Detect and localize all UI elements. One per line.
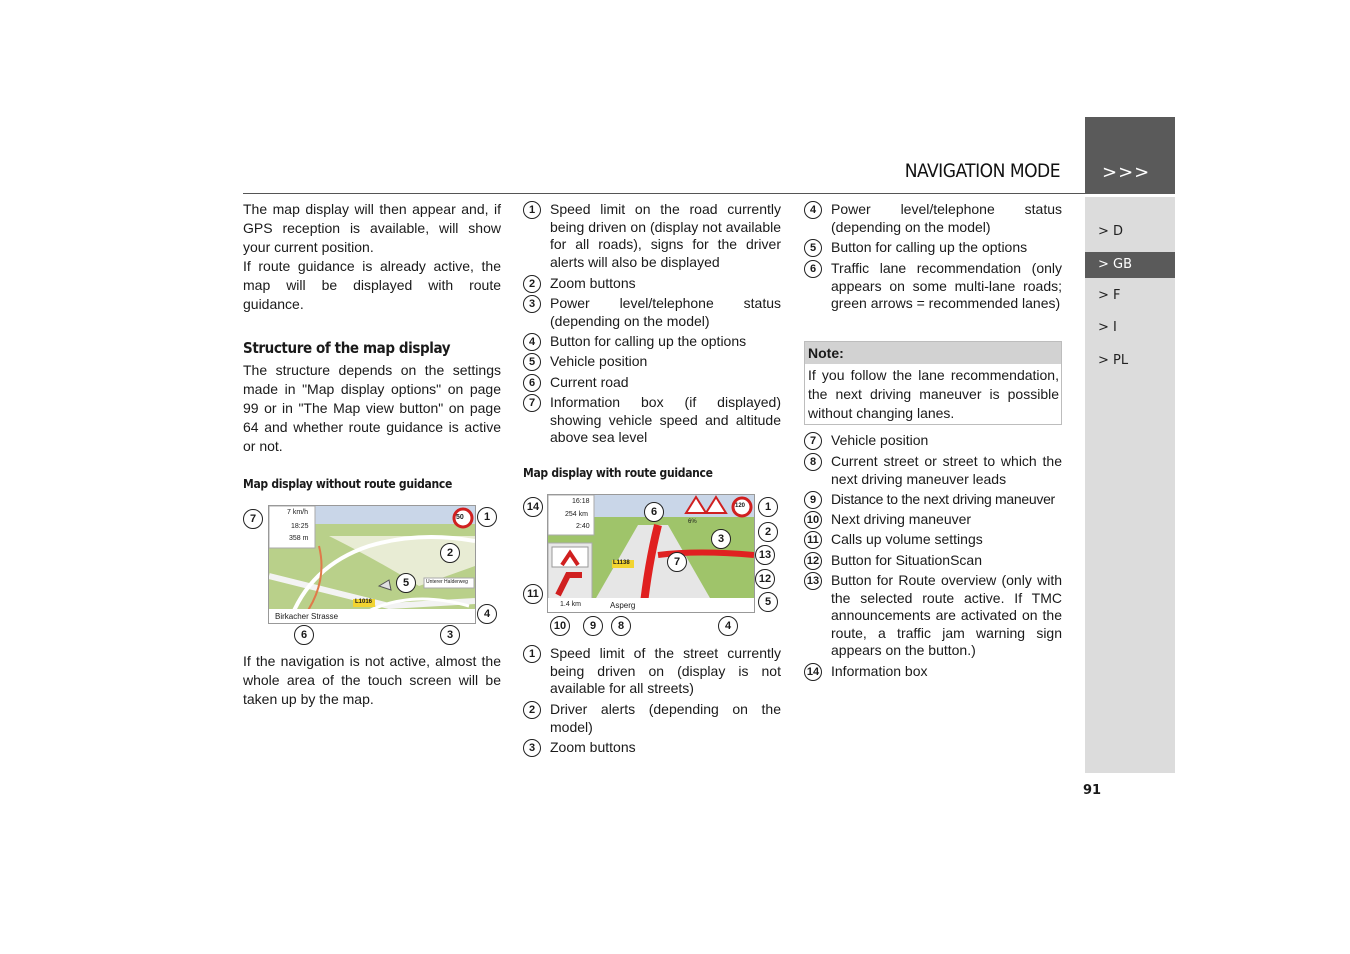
callout-3: 3 bbox=[711, 529, 731, 549]
legend-text: Button for Route overview (only with the selected route active. If TMC announcements are activated on the route, a traffic jam warning sign appears on the button.) bbox=[831, 572, 1062, 658]
legend-text: Speed limit of the street currently being driven on (display is not available for all streets) bbox=[550, 645, 781, 696]
intro-text bbox=[243, 200, 501, 314]
intro-paragraph-2: If route guidance is already active, the map will be displayed with route guidance. bbox=[243, 258, 501, 312]
legend-text: Zoom buttons bbox=[550, 275, 636, 291]
legend-text: Traffic lane recommendation (only appears on some multi-lane roads; green arrows = recommended lanes) bbox=[831, 260, 1062, 311]
legend-item bbox=[804, 663, 1062, 681]
page-number: 91 bbox=[1083, 783, 1102, 798]
legend-item bbox=[523, 275, 781, 293]
legend-number: 7 bbox=[523, 394, 541, 412]
legend-text: Calls up volume settings bbox=[831, 531, 983, 547]
callout-10: 10 bbox=[550, 616, 570, 636]
legend-item bbox=[523, 353, 781, 371]
intro-paragraph-1: The map display will then appear and, if GPS reception is available, will show your current position. bbox=[243, 201, 501, 255]
callout-4: 4 bbox=[718, 616, 738, 636]
callout-12: 12 bbox=[755, 569, 775, 589]
structure-paragraph: The structure depends on the settings made in "Map display options" on page 99 or in "The Map view button" on page 64 and whether route guidance is active or not. bbox=[243, 362, 501, 454]
maneuver-distance: 1.4 km bbox=[560, 601, 582, 608]
continue-arrows: >>> bbox=[1102, 162, 1151, 183]
info-speed: 7 km/h bbox=[287, 509, 309, 516]
lang-tab-pl[interactable]: > PL bbox=[1098, 353, 1129, 368]
callout-3: 3 bbox=[440, 625, 460, 645]
callout-8: 8 bbox=[611, 616, 631, 636]
lang-tab-d[interactable]: > D bbox=[1098, 224, 1124, 239]
road-number: L1138 bbox=[613, 560, 630, 566]
legend-number: 3 bbox=[523, 739, 541, 757]
legend-text: Button for SituationScan bbox=[831, 552, 982, 568]
legend-item bbox=[523, 701, 781, 736]
subheading-with-guidance: Map display with route guidance bbox=[523, 466, 713, 480]
callout-7: 7 bbox=[667, 552, 687, 572]
legend-number: 5 bbox=[523, 353, 541, 371]
legend-number: 3 bbox=[523, 295, 541, 313]
legend-number: 7 bbox=[804, 432, 822, 450]
legend-number: 9 bbox=[804, 491, 822, 509]
lang-tab-f[interactable]: > F bbox=[1098, 288, 1121, 303]
legend-number: 6 bbox=[523, 374, 541, 392]
speed-limit-sign: 120 bbox=[735, 503, 746, 509]
info-time: 16:18 bbox=[572, 498, 590, 505]
legend-number: 6 bbox=[804, 260, 822, 278]
legend-text: Vehicle position bbox=[831, 432, 929, 448]
legend-number: 13 bbox=[804, 572, 822, 590]
callout-1: 1 bbox=[758, 497, 778, 517]
callout-2: 2 bbox=[758, 522, 778, 542]
legend-item bbox=[523, 739, 781, 757]
callout-9: 9 bbox=[583, 616, 603, 636]
language-sidebar bbox=[1085, 197, 1175, 773]
current-road: Birkacher Strasse bbox=[275, 612, 339, 621]
page-title: NAVIGATION MODE bbox=[904, 160, 1060, 182]
legend-item bbox=[804, 552, 1062, 570]
current-street: Asperg bbox=[610, 601, 636, 610]
callout-1: 1 bbox=[477, 507, 497, 527]
note-title: Note: bbox=[805, 342, 1061, 364]
legend-number: 12 bbox=[804, 552, 822, 570]
legend-number: 1 bbox=[523, 201, 541, 219]
legend-item bbox=[523, 394, 781, 447]
legend-number: 2 bbox=[523, 701, 541, 719]
subheading-without-guidance: Map display without route guidance bbox=[243, 477, 453, 491]
callout-13: 13 bbox=[755, 545, 775, 565]
legend-text: Information box bbox=[831, 663, 928, 679]
legend-text: Button for calling up the options bbox=[831, 239, 1028, 255]
legend-item bbox=[804, 260, 1062, 313]
legend-text: Current street or street to which the next driving maneuver leads bbox=[831, 453, 1062, 487]
street-label: Unterer Halderweg bbox=[426, 579, 468, 585]
legend-item bbox=[804, 531, 1062, 549]
legend-item bbox=[523, 645, 781, 698]
info-time: 18:25 bbox=[291, 523, 309, 530]
legend-item bbox=[523, 201, 781, 271]
legend-text: Driver alerts (depending on the model) bbox=[550, 701, 781, 735]
speed-limit-sign: 50 bbox=[456, 514, 464, 521]
legend-item bbox=[523, 333, 781, 351]
legend-item bbox=[804, 491, 1062, 509]
legend-text: Speed limit on the road currently being driven on (display not available for all roads), signs for the driver alerts will also be displayed bbox=[550, 201, 781, 270]
legend-item bbox=[804, 432, 1062, 450]
legend-item bbox=[804, 239, 1062, 257]
road-number: L1016 bbox=[355, 599, 373, 605]
legend-text: Power level/telephone status (depending on the model) bbox=[550, 295, 781, 329]
header-divider bbox=[243, 193, 1085, 194]
legend-number: 5 bbox=[804, 239, 822, 257]
callout-7: 7 bbox=[243, 509, 263, 529]
legend-text: Distance to the next driving maneuver bbox=[831, 491, 1055, 507]
legend-item bbox=[804, 572, 1062, 660]
info-duration: 2:40 bbox=[576, 523, 590, 530]
callout-6: 6 bbox=[294, 625, 314, 645]
legend-text: Power level/telephone status (depending on the model) bbox=[831, 201, 1062, 235]
legend-number: 8 bbox=[804, 453, 822, 471]
legend-number: 4 bbox=[523, 333, 541, 351]
section-heading: Structure of the map display bbox=[243, 339, 451, 357]
note-text: If you follow the lane recommendation, the next driving maneuver is possible without changing lanes. bbox=[808, 367, 1059, 421]
grade-sign: 6% bbox=[688, 519, 697, 525]
callout-5: 5 bbox=[758, 592, 778, 612]
legend-item bbox=[804, 453, 1062, 488]
legend-text: Button for calling up the options bbox=[550, 333, 747, 349]
legend-text: Information box (if displayed) showing vehicle speed and altitude above sea level bbox=[550, 394, 781, 445]
legend-number: 4 bbox=[804, 201, 822, 219]
callout-6: 6 bbox=[644, 502, 664, 522]
legend-text: Current road bbox=[550, 374, 629, 390]
legend-text: Vehicle position bbox=[550, 353, 648, 369]
note-box bbox=[804, 341, 1062, 425]
legend-item bbox=[523, 374, 781, 392]
lang-tab-gb[interactable]: > GB bbox=[1085, 252, 1175, 278]
callout-5: 5 bbox=[396, 573, 416, 593]
info-distance: 358 m bbox=[289, 535, 309, 542]
legend-number: 10 bbox=[804, 511, 822, 529]
legend-text: Next driving maneuver bbox=[831, 511, 972, 527]
callout-2: 2 bbox=[440, 543, 460, 563]
legend-number: 1 bbox=[523, 645, 541, 663]
callout-4: 4 bbox=[477, 604, 497, 624]
legend-number: 14 bbox=[804, 663, 822, 681]
lang-tab-i[interactable]: > I bbox=[1098, 320, 1117, 335]
info-distance: 254 km bbox=[565, 511, 588, 518]
legend-item bbox=[804, 201, 1062, 236]
callout-14: 14 bbox=[523, 497, 543, 517]
legend-item bbox=[523, 295, 781, 330]
legend-text: Zoom buttons bbox=[550, 739, 636, 755]
legend-number: 2 bbox=[523, 275, 541, 293]
legend-item bbox=[804, 511, 1062, 529]
after-map-paragraph: If the navigation is not active, almost the whole area of the touch screen will be taken up by the map. bbox=[243, 653, 501, 707]
legend-number: 11 bbox=[804, 531, 822, 549]
map-screenshot-no-guidance bbox=[268, 505, 476, 624]
callout-11: 11 bbox=[523, 584, 543, 604]
